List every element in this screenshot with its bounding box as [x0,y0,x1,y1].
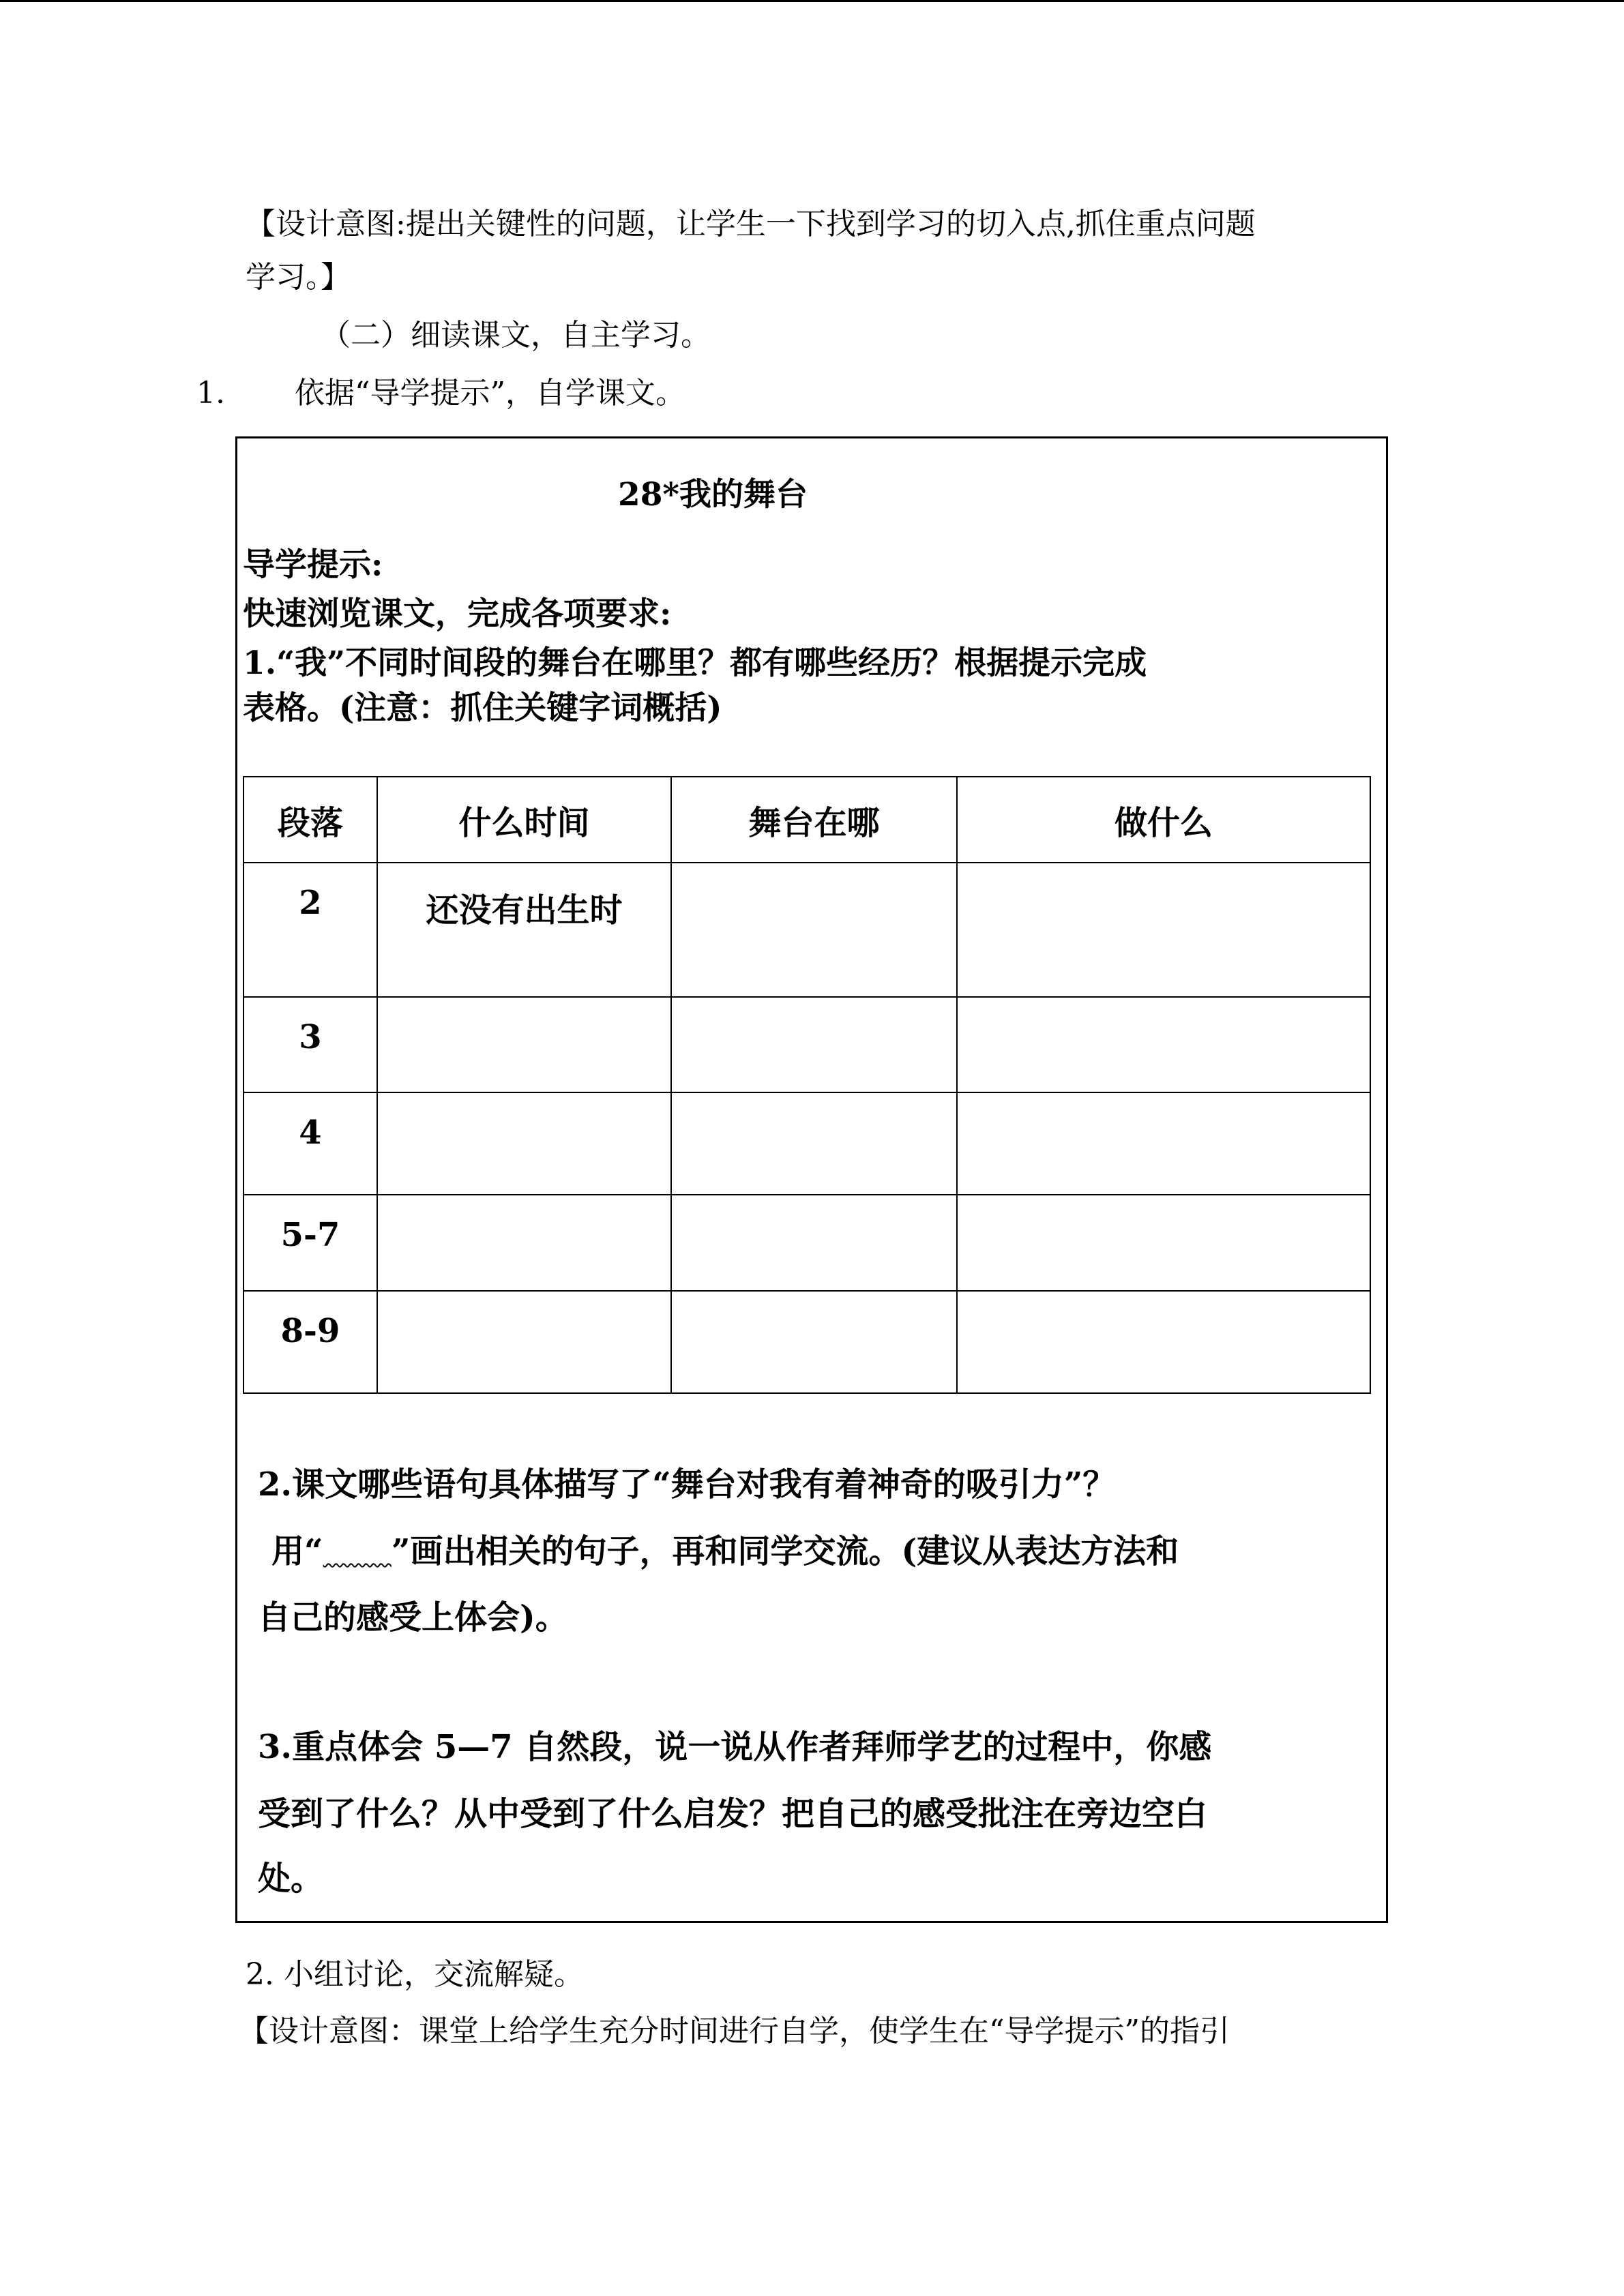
question-2-line2 [271,1525,1179,1572]
question-1-line2: 表格。(注意：抓住关键字词概括) [243,689,722,727]
question-3-line2: 受到了什么？从中受到了什么启发？把自己的感受批注在旁边空白 [258,1795,1208,1833]
question-2-line3: 自己的感受上体会)。 [258,1598,568,1637]
guide-title: 28*我的舞台 [618,476,808,513]
question-1-line1: 1.“我”不同时间段的舞台在哪里？都有哪些经历？根据提示完成 [243,644,1147,682]
question-2-post: ”画出相关的句子，再和同学交流。(建议从表达方法和 [391,1532,1179,1570]
step1-text: 依据“导学提示”，自学课文。 [295,376,685,411]
wavy-underline-mark [323,1532,392,1570]
cell[interactable]: 还没有出生时 [377,863,671,997]
table-row [243,863,1370,997]
cell[interactable] [377,1195,671,1290]
cell[interactable]: 8-9 [243,1291,377,1393]
section-heading: （二）细读课文，自主学习。 [321,318,711,353]
design-intent-line1: 【设计意图:提出关键性的问题，让学生一下找到学习的切入点,抓住重点问题 [246,207,1256,241]
guide-subtitle: 导学提示: [243,546,383,584]
table-row [243,1195,1370,1290]
header-time: 什么时间 [377,777,671,863]
cell[interactable] [957,863,1370,997]
cell[interactable] [377,1092,671,1195]
guide-box [235,436,1388,1923]
table-header-row [243,777,1370,863]
cell[interactable] [957,1291,1370,1393]
guide-instruction: 快速浏览课文，完成各项要求: [243,595,672,633]
cell[interactable] [957,1092,1370,1195]
question-2-pre: 用“ [271,1532,323,1570]
question-3-line3: 处。 [258,1860,324,1898]
cell[interactable] [671,863,957,997]
table-row [243,1092,1370,1195]
guide-table [243,776,1371,1394]
cell[interactable] [377,1291,671,1393]
cell[interactable] [957,997,1370,1092]
question-2-line1: 2.课文哪些语句具体描写了“舞台对我有着神奇的吸引力”？ [258,1465,1116,1504]
table-row [243,997,1370,1092]
cell[interactable] [671,1092,957,1195]
cell[interactable]: 2 [243,863,377,997]
cell[interactable] [671,1291,957,1393]
table-row [243,1291,1370,1393]
cell[interactable]: 4 [243,1092,377,1195]
step1-number: 1. [196,376,225,411]
cell[interactable]: 3 [243,997,377,1092]
design-intent-line2: 学习。】 [246,260,351,295]
step2-text: 2. 小组讨论，交流解疑。 [246,1957,584,1992]
cell[interactable] [671,997,957,1092]
header-paragraph: 段落 [243,777,377,863]
question-3-line1: 3.重点体会 5—7 自然段，说一说从作者拜师学艺的过程中，你感 [258,1728,1212,1766]
cell[interactable] [671,1195,957,1290]
cell[interactable] [957,1195,1370,1290]
cell[interactable]: 5-7 [243,1195,377,1290]
cell[interactable] [377,997,671,1092]
design-intent-2: 【设计意图：课堂上给学生充分时间进行自学，使学生在“导学提示”的指引 [239,2014,1230,2048]
header-action: 做什么 [957,777,1370,863]
header-stage: 舞台在哪 [671,777,957,863]
top-border [0,0,1624,2]
